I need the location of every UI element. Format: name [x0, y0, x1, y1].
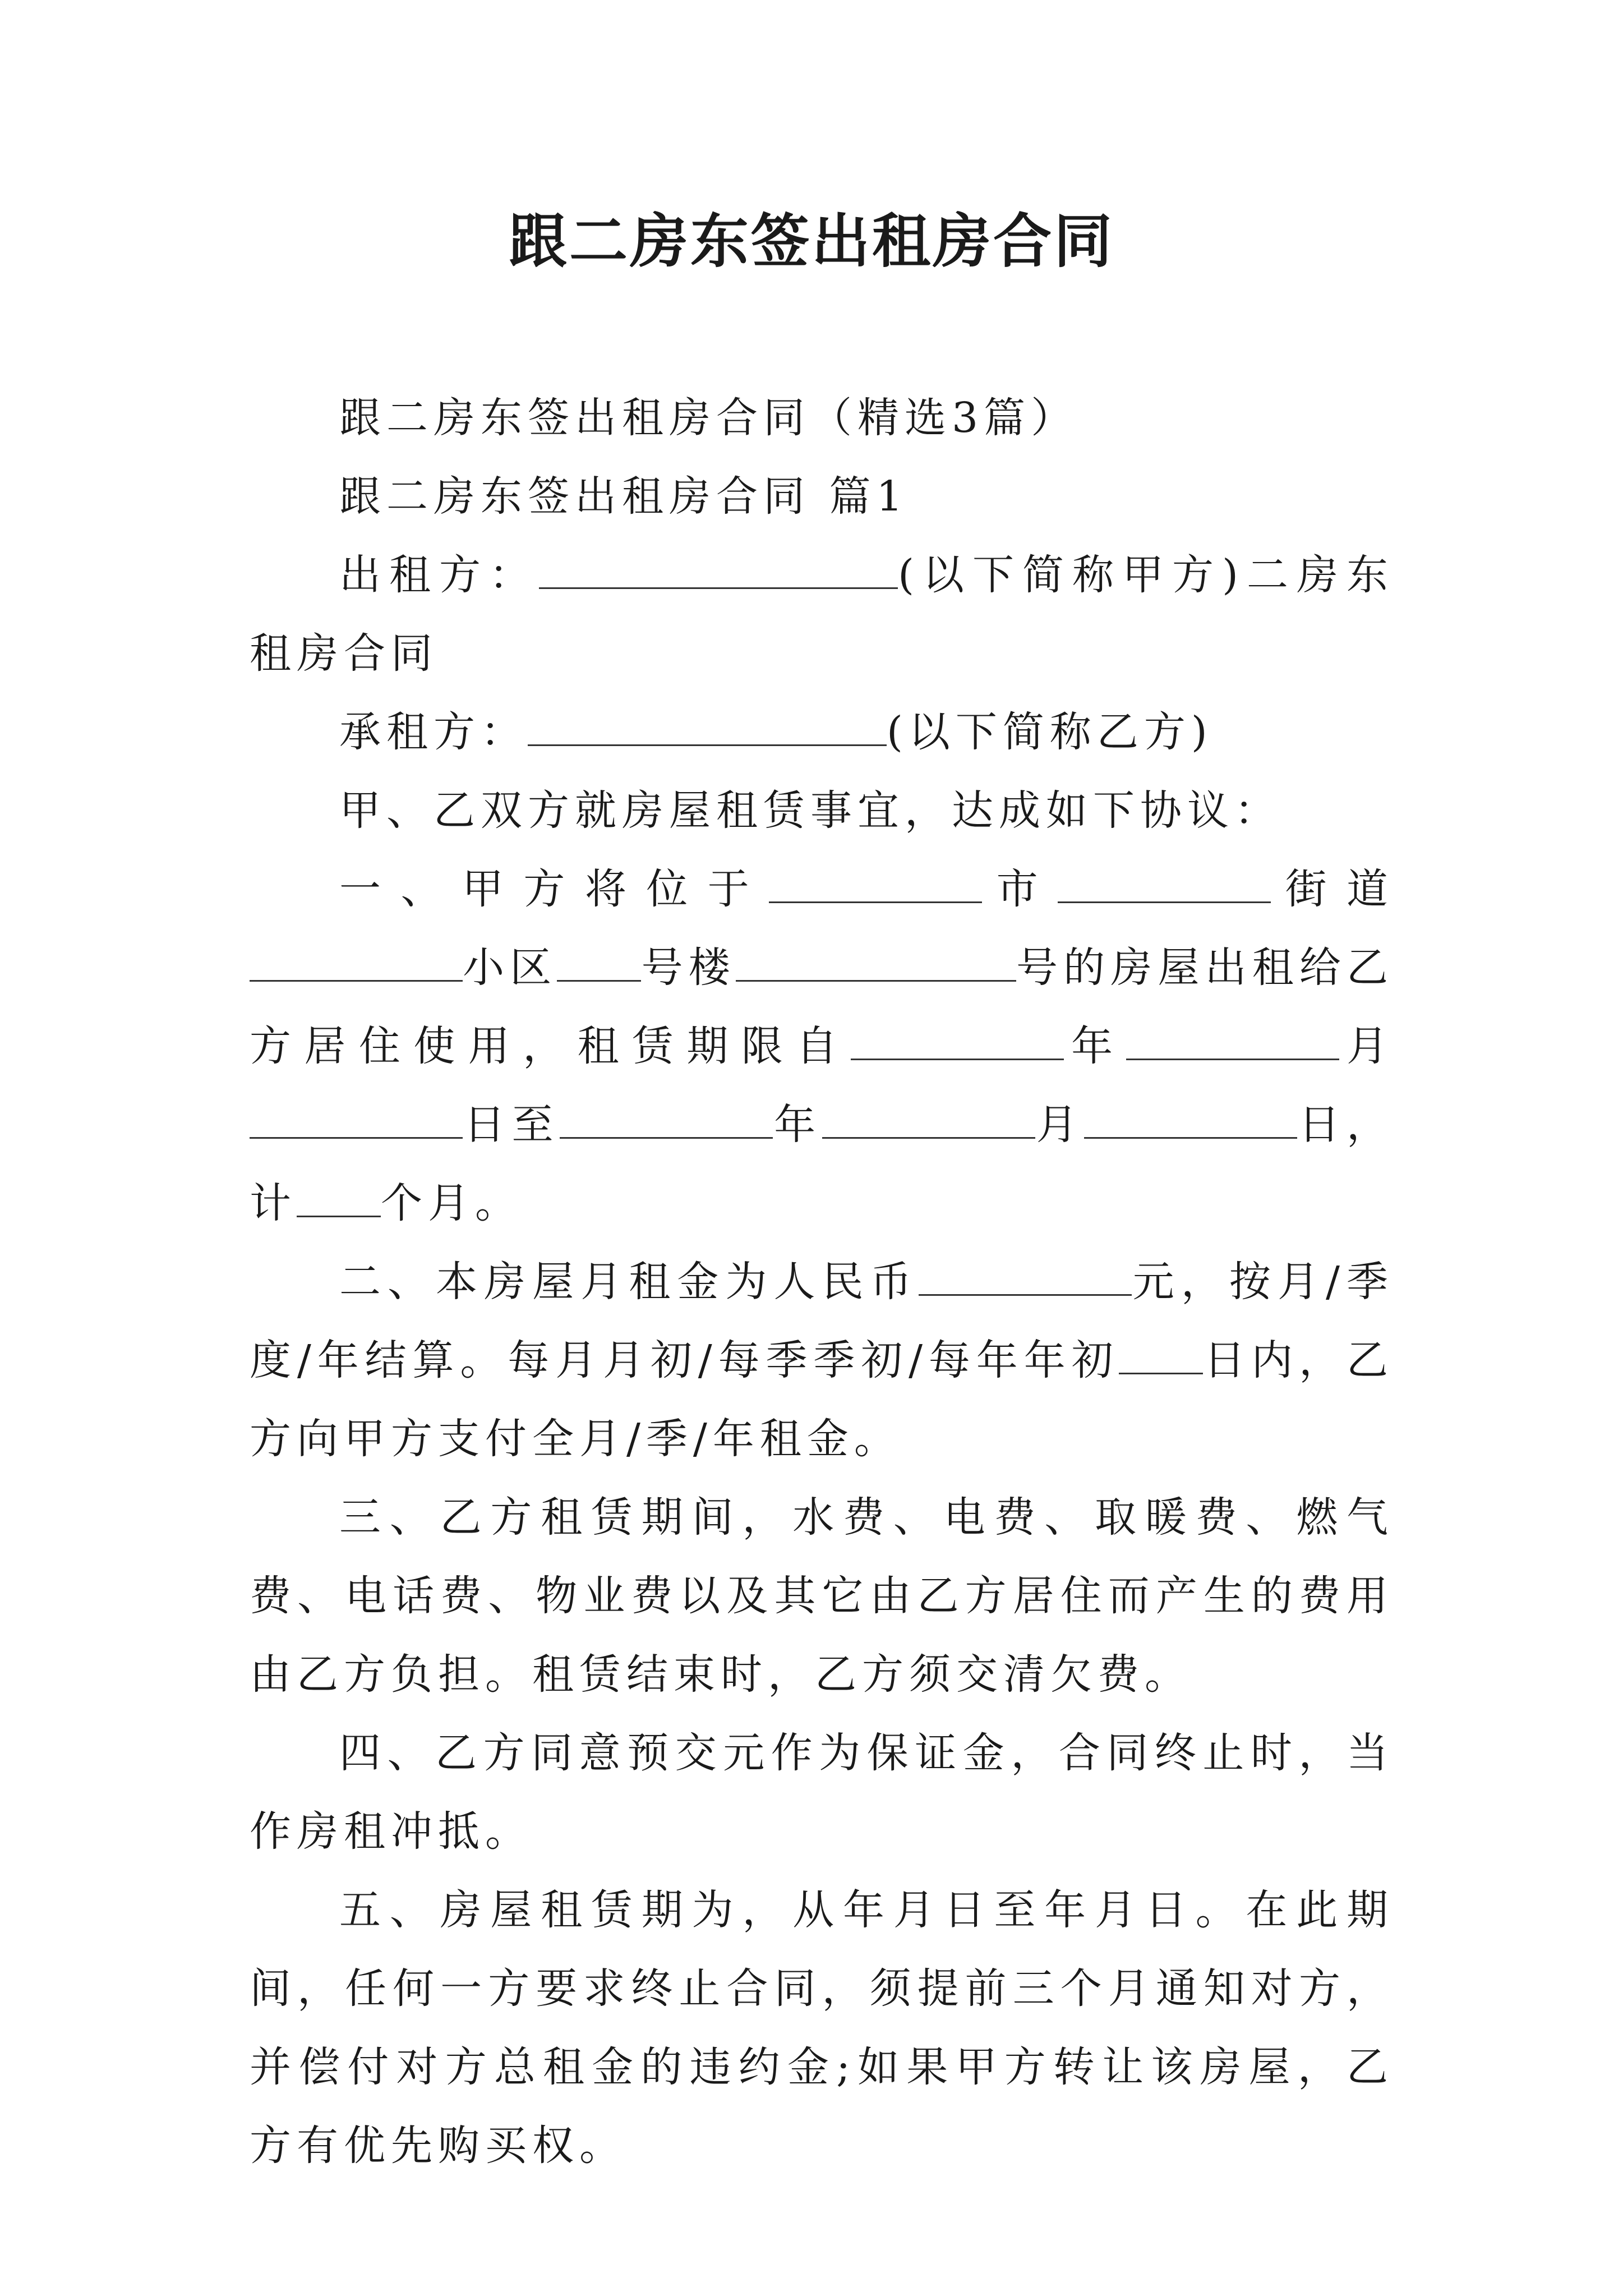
- clause-1-text: 号楼: [641, 944, 736, 992]
- lessor-blank[interactable]: [539, 547, 898, 589]
- clause-1-text: 市: [982, 865, 1058, 913]
- end-year-blank[interactable]: [560, 1097, 773, 1139]
- clause-2-text: 元，按月/季度/年结算。每月月初/每季季初/每年年初: [250, 1258, 1394, 1384]
- clause-5: 五、房屋租赁期为，从年月日至年月日。在此期间，任何一方要求终止合同，须提前三个月通知对方，并偿付对方总租金的违约金;如果甲方转让该房屋，乙方有优先购买权。: [250, 1886, 1394, 2170]
- clause-1-text: 日至: [463, 1101, 560, 1149]
- start-year-blank[interactable]: [851, 1018, 1064, 1060]
- clause-4: 四、乙方同意预交元作为保证金，合同终止时，当作房租冲抵。: [250, 1729, 1394, 1856]
- lessee-label: 承租方：: [339, 708, 528, 756]
- payment-days-blank[interactable]: [1119, 1332, 1203, 1374]
- clause-3: 三、乙方租赁期间，水费、电费、取暖费、燃气费、电话费、物业费以及其它由乙方居住而产生的费用由乙方负担。租赁结束时，乙方须交清欠费。: [250, 1493, 1394, 1699]
- clause-1-text: 年: [1063, 1022, 1126, 1070]
- start-month-blank[interactable]: [1126, 1018, 1339, 1060]
- clause-1-text: 号的房屋出租给乙方居住使用，租赁期限自: [250, 944, 1394, 1070]
- end-month-blank[interactable]: [822, 1097, 1035, 1139]
- end-day-blank[interactable]: [1084, 1097, 1297, 1139]
- intro-paragraph: 甲、乙双方就房屋租赁事宜，达成如下协议：: [339, 786, 1281, 835]
- clause-2-text: 二、本房屋月租金为人民币: [339, 1258, 919, 1306]
- document-title: 跟二房东签出租房合同: [508, 206, 1114, 275]
- rent-amount-blank[interactable]: [919, 1254, 1132, 1296]
- start-day-blank[interactable]: [250, 1097, 463, 1139]
- lessor-label: 出租方：: [339, 551, 540, 599]
- lessor-line: [250, 536, 1394, 693]
- clause-1-text: 月: [1035, 1101, 1085, 1149]
- building-blank[interactable]: [557, 940, 641, 982]
- clause-1-text: 年: [773, 1101, 822, 1149]
- subtitle: 跟二房东签出租房合同（精选3篇）: [339, 394, 1078, 442]
- months-blank[interactable]: [297, 1175, 381, 1217]
- document-body: [250, 379, 1394, 2185]
- clause-1-text: 日，计: [250, 1101, 1394, 1227]
- clause-2-text: 日内，乙方向甲方支付全月/季/年租金。: [250, 1336, 1394, 1463]
- lessee-suffix: (以下简称乙方): [887, 708, 1213, 756]
- clause-1: [250, 850, 1394, 1243]
- lessee-line: [250, 693, 1394, 771]
- room-blank[interactable]: [736, 940, 1016, 982]
- clause-2: [250, 1243, 1394, 1478]
- lessor-suffix: (以下简称甲方)二房东租房合同: [250, 551, 1394, 678]
- section-heading: 跟二房东签出租房合同 篇1: [339, 472, 909, 521]
- street-blank[interactable]: [1058, 861, 1271, 903]
- clause-1-text: 街道: [1271, 865, 1394, 913]
- clause-1-text: 小区: [463, 944, 557, 992]
- clause-1-text: 月: [1339, 1022, 1394, 1070]
- community-blank[interactable]: [250, 940, 463, 982]
- lessee-blank[interactable]: [528, 704, 887, 746]
- city-blank[interactable]: [769, 861, 982, 903]
- clause-1-text: 一、甲方将位于: [339, 865, 769, 913]
- clause-1-text: 个月。: [381, 1179, 522, 1227]
